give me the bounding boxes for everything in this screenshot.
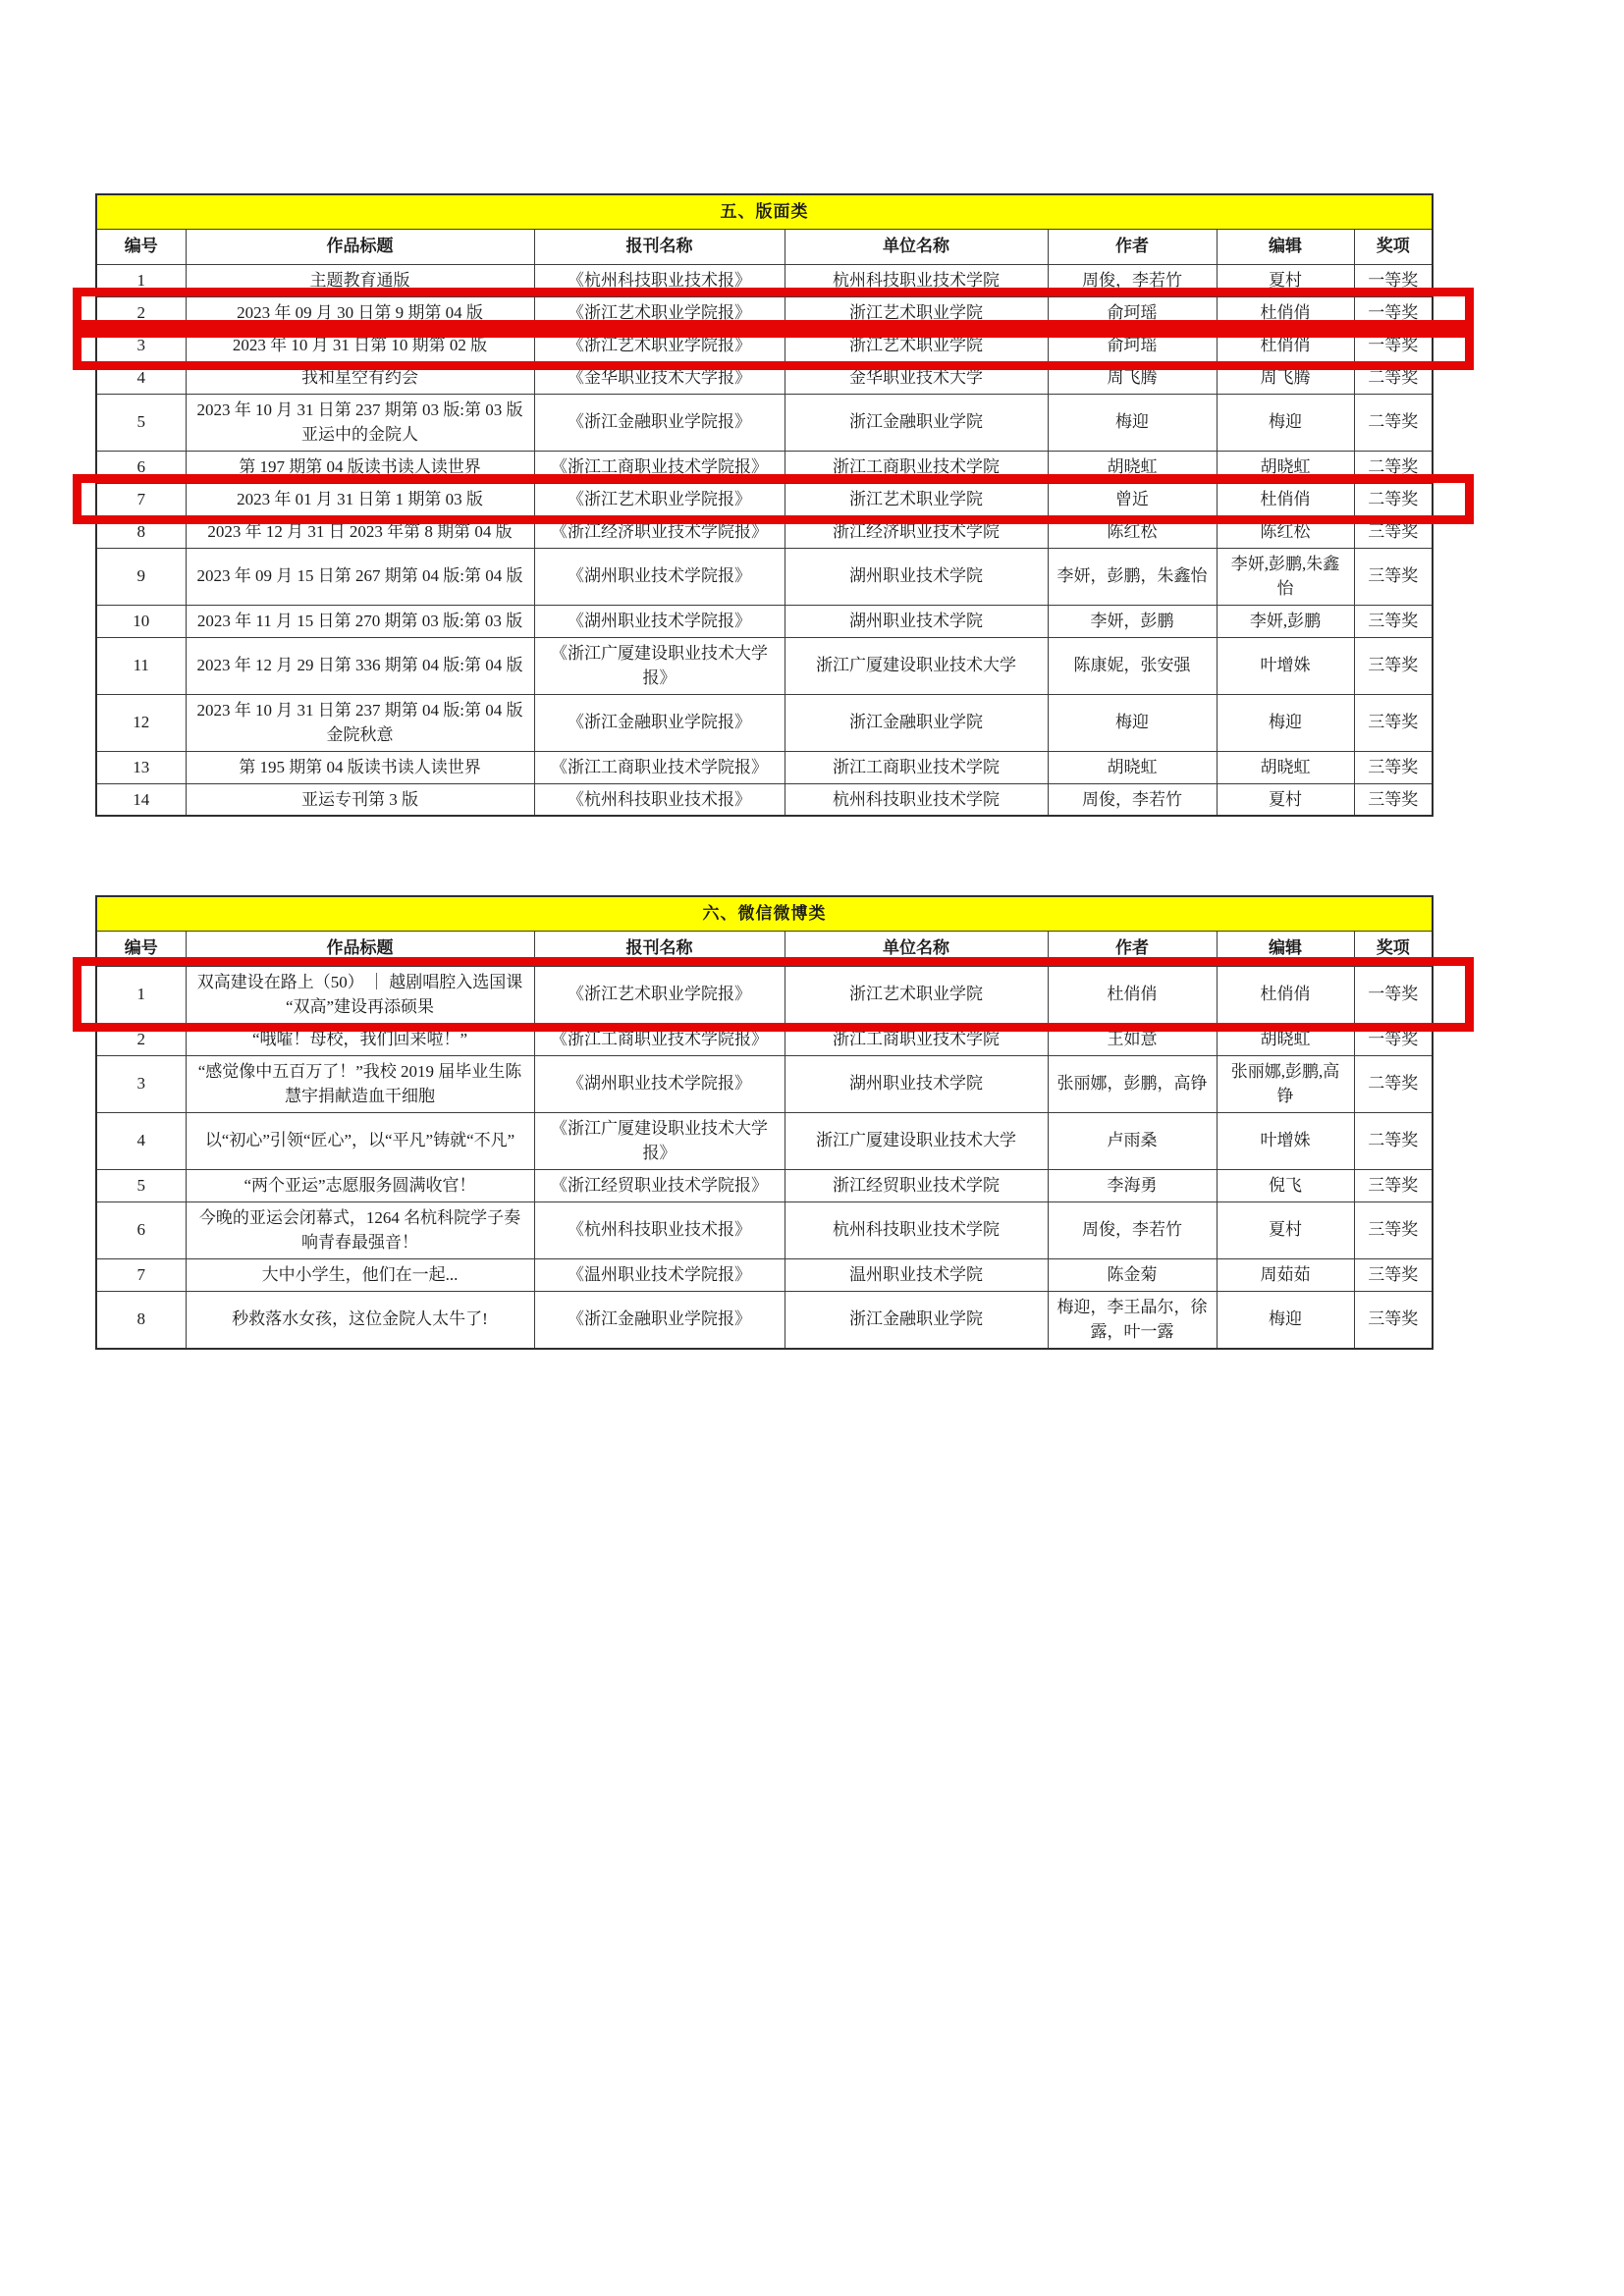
cell-title: 2023 年 10 月 31 日第 237 期第 04 版:第 04 版 金院秋意 xyxy=(186,694,534,751)
section-banner-row xyxy=(96,896,1433,931)
cell-award: 一等奖 xyxy=(1354,329,1433,361)
awards-table-wechat xyxy=(95,895,1434,1350)
column-header-award: 奖项 xyxy=(1354,931,1433,966)
cell-award: 一等奖 xyxy=(1354,296,1433,329)
cell-award: 三等奖 xyxy=(1354,1201,1433,1258)
cell-title: 2023 年 12 月 31 日 2023 年第 8 期第 04 版 xyxy=(186,515,534,548)
cell-editor: 杜俏俏 xyxy=(1217,296,1354,329)
cell-editor: 胡晓虹 xyxy=(1217,1023,1354,1055)
cell-award: 三等奖 xyxy=(1354,605,1433,637)
table-row xyxy=(96,637,1433,694)
section-title: 六、微信微博类 xyxy=(96,896,1433,931)
cell-editor: 叶增姝 xyxy=(1217,637,1354,694)
cell-author: 梅迎 xyxy=(1048,694,1217,751)
cell-pub: 《浙江经济职业技术学院报》 xyxy=(534,515,785,548)
table-row xyxy=(96,783,1433,816)
cell-id: 5 xyxy=(96,394,186,451)
cell-author: 陈康妮，张安强 xyxy=(1048,637,1217,694)
table-row xyxy=(96,694,1433,751)
cell-pub: 《浙江工商职业技术学院报》 xyxy=(534,1023,785,1055)
cell-pub: 《浙江工商职业技术学院报》 xyxy=(534,751,785,783)
cell-author: 李妍，彭鹏，朱鑫怡 xyxy=(1048,548,1217,605)
table-body xyxy=(96,966,1433,1349)
cell-id: 8 xyxy=(96,1291,186,1349)
cell-org: 温州职业技术学院 xyxy=(785,1258,1048,1291)
table-row xyxy=(96,264,1433,296)
column-header-org: 单位名称 xyxy=(785,229,1048,264)
cell-pub: 《浙江艺术职业学院报》 xyxy=(534,329,785,361)
column-header-editor: 编辑 xyxy=(1217,229,1354,264)
cell-title: “两个亚运”志愿服务圆满收官！ xyxy=(186,1169,534,1201)
cell-org: 浙江金融职业学院 xyxy=(785,1291,1048,1349)
cell-award: 三等奖 xyxy=(1354,1169,1433,1201)
cell-org: 浙江广厦建设职业技术大学 xyxy=(785,637,1048,694)
cell-award: 二等奖 xyxy=(1354,451,1433,483)
cell-author: 杜俏俏 xyxy=(1048,966,1217,1023)
cell-id: 10 xyxy=(96,605,186,637)
cell-title: 今晚的亚运会闭幕式，1264 名杭科院学子奏响青春最强音！ xyxy=(186,1201,534,1258)
cell-title: 大中小学生，他们在一起... xyxy=(186,1258,534,1291)
cell-title: 2023 年 09 月 15 日第 267 期第 04 版:第 04 版 xyxy=(186,548,534,605)
cell-id: 12 xyxy=(96,694,186,751)
cell-pub: 《温州职业技术学院报》 xyxy=(534,1258,785,1291)
table-row xyxy=(96,1201,1433,1258)
cell-editor: 张丽娜,彭鹏,高铮 xyxy=(1217,1055,1354,1112)
cell-author: 周俊，李若竹 xyxy=(1048,1201,1217,1258)
table-row xyxy=(96,1112,1433,1169)
cell-title: 2023 年 10 月 31 日第 237 期第 03 版:第 03 版 亚运中的金院人 xyxy=(186,394,534,451)
cell-pub: 《浙江经贸职业技术学院报》 xyxy=(534,1169,785,1201)
cell-author: 王如意 xyxy=(1048,1023,1217,1055)
cell-title: 2023 年 12 月 29 日第 336 期第 04 版:第 04 版 xyxy=(186,637,534,694)
table-row xyxy=(96,751,1433,783)
cell-title: “哦嚯！母校，我们回来啦！” xyxy=(186,1023,534,1055)
cell-author: 陈红松 xyxy=(1048,515,1217,548)
cell-pub: 《浙江艺术职业学院报》 xyxy=(534,296,785,329)
column-header-id: 编号 xyxy=(96,229,186,264)
cell-id: 8 xyxy=(96,515,186,548)
section-wechat-weibo-awards xyxy=(95,895,1434,1350)
column-header-row xyxy=(96,931,1433,966)
cell-id: 1 xyxy=(96,966,186,1023)
cell-org: 浙江艺术职业学院 xyxy=(785,329,1048,361)
cell-pub: 《杭州科技职业技术报》 xyxy=(534,783,785,816)
column-header-pub: 报刊名称 xyxy=(534,931,785,966)
cell-editor: 胡晓虹 xyxy=(1217,751,1354,783)
cell-editor: 周茹茹 xyxy=(1217,1258,1354,1291)
cell-author: 周俊，李若竹 xyxy=(1048,783,1217,816)
cell-award: 二等奖 xyxy=(1354,483,1433,515)
cell-editor: 李妍,彭鹏,朱鑫怡 xyxy=(1217,548,1354,605)
cell-pub: 《湖州职业技术学院报》 xyxy=(534,548,785,605)
cell-title: 我和星空有约会 xyxy=(186,361,534,394)
cell-award: 三等奖 xyxy=(1354,548,1433,605)
cell-editor: 梅迎 xyxy=(1217,1291,1354,1349)
table-row xyxy=(96,1258,1433,1291)
cell-editor: 夏村 xyxy=(1217,264,1354,296)
table-row xyxy=(96,605,1433,637)
cell-award: 一等奖 xyxy=(1354,1023,1433,1055)
table-row xyxy=(96,296,1433,329)
cell-pub: 《浙江艺术职业学院报》 xyxy=(534,483,785,515)
cell-award: 三等奖 xyxy=(1354,1258,1433,1291)
cell-editor: 叶增姝 xyxy=(1217,1112,1354,1169)
cell-org: 浙江经贸职业技术学院 xyxy=(785,1169,1048,1201)
table-row xyxy=(96,966,1433,1023)
cell-award: 二等奖 xyxy=(1354,394,1433,451)
cell-id: 6 xyxy=(96,1201,186,1258)
cell-author: 张丽娜，彭鹏，高铮 xyxy=(1048,1055,1217,1112)
cell-org: 浙江经济职业技术学院 xyxy=(785,515,1048,548)
cell-author: 李妍，彭鹏 xyxy=(1048,605,1217,637)
cell-org: 浙江金融职业学院 xyxy=(785,394,1048,451)
column-header-title: 作品标题 xyxy=(186,931,534,966)
cell-author: 曾近 xyxy=(1048,483,1217,515)
cell-author: 俞珂瑶 xyxy=(1048,329,1217,361)
column-header-pub: 报刊名称 xyxy=(534,229,785,264)
cell-editor: 周飞腾 xyxy=(1217,361,1354,394)
cell-editor: 梅迎 xyxy=(1217,394,1354,451)
cell-award: 三等奖 xyxy=(1354,515,1433,548)
cell-org: 浙江艺术职业学院 xyxy=(785,483,1048,515)
cell-award: 三等奖 xyxy=(1354,783,1433,816)
section-title: 五、版面类 xyxy=(96,194,1433,229)
table-row xyxy=(96,1055,1433,1112)
cell-org: 湖州职业技术学院 xyxy=(785,1055,1048,1112)
table-row xyxy=(96,1291,1433,1349)
cell-id: 7 xyxy=(96,483,186,515)
cell-org: 浙江工商职业技术学院 xyxy=(785,751,1048,783)
cell-id: 5 xyxy=(96,1169,186,1201)
cell-author: 周飞腾 xyxy=(1048,361,1217,394)
table-row xyxy=(96,329,1433,361)
cell-award: 三等奖 xyxy=(1354,637,1433,694)
cell-org: 杭州科技职业技术学院 xyxy=(785,264,1048,296)
cell-id: 7 xyxy=(96,1258,186,1291)
table-row xyxy=(96,1169,1433,1201)
cell-id: 4 xyxy=(96,1112,186,1169)
cell-id: 2 xyxy=(96,1023,186,1055)
cell-pub: 《湖州职业技术学院报》 xyxy=(534,1055,785,1112)
cell-pub: 《浙江艺术职业学院报》 xyxy=(534,966,785,1023)
table-row xyxy=(96,1023,1433,1055)
cell-title: 亚运专刊第 3 版 xyxy=(186,783,534,816)
column-header-title: 作品标题 xyxy=(186,229,534,264)
cell-title: 2023 年 10 月 31 日第 10 期第 02 版 xyxy=(186,329,534,361)
cell-award: 三等奖 xyxy=(1354,751,1433,783)
cell-author: 胡晓虹 xyxy=(1048,451,1217,483)
table-row xyxy=(96,394,1433,451)
table-row xyxy=(96,483,1433,515)
cell-author: 梅迎，李王晶尔，徐露，叶一露 xyxy=(1048,1291,1217,1349)
cell-org: 湖州职业技术学院 xyxy=(785,605,1048,637)
cell-award: 一等奖 xyxy=(1354,264,1433,296)
cell-pub: 《湖州职业技术学院报》 xyxy=(534,605,785,637)
cell-pub: 《杭州科技职业技术报》 xyxy=(534,1201,785,1258)
cell-editor: 倪飞 xyxy=(1217,1169,1354,1201)
column-header-id: 编号 xyxy=(96,931,186,966)
cell-id: 11 xyxy=(96,637,186,694)
cell-award: 二等奖 xyxy=(1354,1112,1433,1169)
cell-editor: 李妍,彭鹏 xyxy=(1217,605,1354,637)
cell-title: 第 195 期第 04 版读书读人读世界 xyxy=(186,751,534,783)
cell-title: 2023 年 09 月 30 日第 9 期第 04 版 xyxy=(186,296,534,329)
cell-author: 胡晓虹 xyxy=(1048,751,1217,783)
cell-id: 14 xyxy=(96,783,186,816)
column-header-row xyxy=(96,229,1433,264)
cell-author: 梅迎 xyxy=(1048,394,1217,451)
cell-editor: 夏村 xyxy=(1217,783,1354,816)
table-row xyxy=(96,515,1433,548)
cell-org: 浙江广厦建设职业技术大学 xyxy=(785,1112,1048,1169)
cell-editor: 胡晓虹 xyxy=(1217,451,1354,483)
cell-editor: 杜俏俏 xyxy=(1217,966,1354,1023)
column-header-editor: 编辑 xyxy=(1217,931,1354,966)
cell-org: 杭州科技职业技术学院 xyxy=(785,783,1048,816)
cell-editor: 陈红松 xyxy=(1217,515,1354,548)
cell-id: 3 xyxy=(96,1055,186,1112)
cell-title: 2023 年 01 月 31 日第 1 期第 03 版 xyxy=(186,483,534,515)
cell-org: 浙江工商职业技术学院 xyxy=(785,451,1048,483)
cell-pub: 《浙江金融职业学院报》 xyxy=(534,394,785,451)
cell-title: 第 197 期第 04 版读书读人读世界 xyxy=(186,451,534,483)
cell-title: 以“初心”引领“匠心”，以“平凡”铸就“不凡” xyxy=(186,1112,534,1169)
column-header-award: 奖项 xyxy=(1354,229,1433,264)
cell-pub: 《浙江工商职业技术学院报》 xyxy=(534,451,785,483)
cell-id: 3 xyxy=(96,329,186,361)
cell-pub: 《浙江金融职业学院报》 xyxy=(534,694,785,751)
cell-id: 1 xyxy=(96,264,186,296)
cell-org: 浙江金融职业学院 xyxy=(785,694,1048,751)
cell-title: 主题教育通版 xyxy=(186,264,534,296)
cell-award: 二等奖 xyxy=(1354,1055,1433,1112)
tables-wrap xyxy=(95,193,1434,1350)
cell-org: 湖州职业技术学院 xyxy=(785,548,1048,605)
cell-id: 4 xyxy=(96,361,186,394)
section-layout-awards xyxy=(95,193,1434,817)
column-header-author: 作者 xyxy=(1048,931,1217,966)
cell-title: “感觉像中五百万了！”我校 2019 届毕业生陈慧宇捐献造血干细胞 xyxy=(186,1055,534,1112)
cell-award: 三等奖 xyxy=(1354,1291,1433,1349)
cell-pub: 《浙江广厦建设职业技术大学报》 xyxy=(534,637,785,694)
cell-title: 2023 年 11 月 15 日第 270 期第 03 版:第 03 版 xyxy=(186,605,534,637)
cell-author: 陈金菊 xyxy=(1048,1258,1217,1291)
cell-org: 金华职业技术大学 xyxy=(785,361,1048,394)
cell-pub: 《浙江金融职业学院报》 xyxy=(534,1291,785,1349)
cell-editor: 杜俏俏 xyxy=(1217,483,1354,515)
section-banner-row xyxy=(96,194,1433,229)
cell-title: 双高建设在路上（50） ｜ 越剧唱腔入选国课 “双高”建设再添硕果 xyxy=(186,966,534,1023)
cell-award: 一等奖 xyxy=(1354,966,1433,1023)
cell-org: 浙江工商职业技术学院 xyxy=(785,1023,1048,1055)
table-body xyxy=(96,264,1433,816)
cell-pub: 《浙江广厦建设职业技术大学报》 xyxy=(534,1112,785,1169)
cell-author: 李海勇 xyxy=(1048,1169,1217,1201)
cell-id: 6 xyxy=(96,451,186,483)
cell-editor: 杜俏俏 xyxy=(1217,329,1354,361)
cell-org: 杭州科技职业技术学院 xyxy=(785,1201,1048,1258)
cell-award: 三等奖 xyxy=(1354,694,1433,751)
cell-pub: 《杭州科技职业技术报》 xyxy=(534,264,785,296)
cell-id: 13 xyxy=(96,751,186,783)
column-header-org: 单位名称 xyxy=(785,931,1048,966)
column-header-author: 作者 xyxy=(1048,229,1217,264)
cell-title: 秒救落水女孩，这位金院人太牛了! xyxy=(186,1291,534,1349)
cell-org: 浙江艺术职业学院 xyxy=(785,296,1048,329)
cell-editor: 梅迎 xyxy=(1217,694,1354,751)
cell-editor: 夏村 xyxy=(1217,1201,1354,1258)
cell-award: 二等奖 xyxy=(1354,361,1433,394)
cell-author: 俞珂瑶 xyxy=(1048,296,1217,329)
cell-author: 周俊，李若竹 xyxy=(1048,264,1217,296)
table-row xyxy=(96,548,1433,605)
cell-id: 2 xyxy=(96,296,186,329)
cell-id: 9 xyxy=(96,548,186,605)
table-row xyxy=(96,361,1433,394)
cell-pub: 《金华职业技术大学报》 xyxy=(534,361,785,394)
awards-table-layout xyxy=(95,193,1434,817)
cell-org: 浙江艺术职业学院 xyxy=(785,966,1048,1023)
table-row xyxy=(96,451,1433,483)
cell-author: 卢雨桑 xyxy=(1048,1112,1217,1169)
